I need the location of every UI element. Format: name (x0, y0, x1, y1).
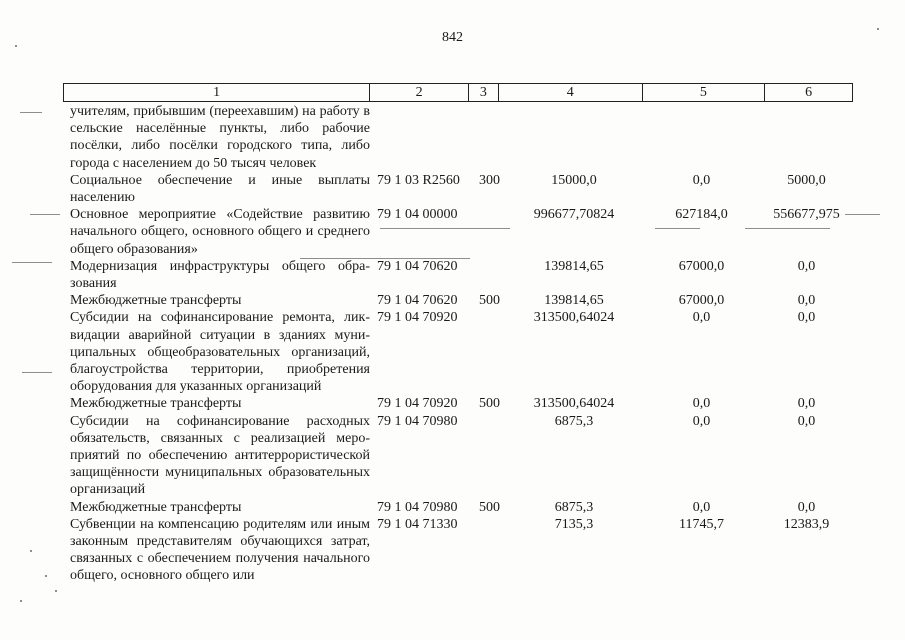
row-amount-col6: 5000,0 (787, 172, 826, 188)
row-code: 79 1 04 70980 (377, 413, 458, 429)
row-code: 79 1 04 00000 (377, 207, 458, 223)
header-col-5: 5 (643, 84, 766, 101)
row-amount-col4: 6875,3 (554, 413, 594, 429)
row-amount-col4: 6875,3 (554, 499, 594, 515)
row-expense-type: 500 (479, 499, 500, 515)
table-row (70, 258, 860, 292)
table-row (70, 499, 860, 516)
row-amount-col5: 0,0 (692, 172, 711, 188)
row-description: Основное мероприятие «Содействие развитию начального общего, основного общего и среднего общего образования» (70, 207, 370, 257)
scan-artifact (45, 575, 47, 577)
row-amount-col5: 67000,0 (678, 293, 725, 309)
row-amount-col6: 0,0 (797, 396, 816, 412)
row-amount-col6: 0,0 (797, 499, 816, 515)
row-code: 79 1 04 71330 (377, 516, 458, 532)
table-row (70, 172, 860, 206)
scan-artifact (30, 550, 32, 552)
header-col-1: 1 (64, 84, 370, 101)
scan-artifact (845, 214, 880, 215)
row-code: 79 1 04 70920 (377, 310, 458, 326)
scan-artifact (380, 228, 510, 229)
row-expense-type: 500 (479, 293, 500, 309)
row-amount-col5: 627184,0 (675, 207, 728, 223)
row-amount-col4: 139814,65 (544, 293, 604, 309)
scan-artifact (655, 228, 700, 229)
row-description: Субсидии на софинансирование ремонта, ликвидации аварийной ситуации в зданиях муниципальных общеобразовательных организаций, благоустройства территории, приобретения оборудования для указанных организаций (70, 310, 370, 395)
table-row (70, 309, 860, 395)
row-amount-col6: 0,0 (797, 413, 816, 429)
row-amount-col4: 139814,65 (544, 258, 604, 274)
row-amount-col4: 996677,70824 (533, 207, 615, 223)
row-amount-col5: 0,0 (692, 413, 711, 429)
table-row (70, 395, 860, 412)
table-row (70, 103, 860, 172)
header-col-2: 2 (370, 84, 469, 101)
page-number: 842 (442, 30, 463, 45)
header-col-4: 4 (499, 84, 643, 101)
table-row (70, 292, 860, 309)
row-amount-col6: 0,0 (797, 293, 816, 309)
table-header (63, 83, 853, 102)
scan-artifact (55, 590, 57, 592)
scan-artifact (22, 372, 52, 373)
scan-artifact (300, 258, 470, 259)
row-amount-col6: 0,0 (797, 310, 816, 326)
table-row (70, 516, 860, 585)
scan-artifact (20, 600, 22, 602)
row-description: учителям, прибывшим (переехавшим) на работу в сельские населённые пункты, либо рабочие посёлки, либо посёлки городского типа, либо города с населением до 50 тысяч человек (70, 104, 370, 171)
scan-artifact (12, 262, 52, 263)
row-amount-col4: 313500,64024 (533, 310, 615, 326)
scan-artifact (745, 228, 830, 229)
row-expense-type: 300 (479, 172, 500, 188)
scan-artifact (877, 28, 879, 30)
row-amount-col6: 556677,975 (773, 207, 840, 223)
row-expense-type: 500 (479, 396, 500, 412)
row-description: Межбюджетные трансферты (70, 396, 242, 412)
row-description: Субсидии на софинансирование расходных обязательств, связанных с реализацией мероприятий по обеспечению антитеррористической защищённости муниципальных образовательных организаций (70, 413, 370, 498)
row-amount-col5: 0,0 (692, 396, 711, 412)
row-description: Межбюджетные трансферты (70, 293, 242, 309)
row-amount-col4: 313500,64024 (533, 396, 615, 412)
scan-artifact (30, 214, 60, 215)
row-amount-col6: 12383,9 (783, 516, 830, 532)
row-description: Межбюджетные трансферты (70, 499, 242, 515)
row-amount-col6: 0,0 (797, 258, 816, 274)
scan-artifact (15, 45, 17, 47)
row-amount-col5: 0,0 (692, 310, 711, 326)
row-code: 79 1 03 R2560 (377, 172, 460, 188)
row-code: 79 1 04 70920 (377, 396, 458, 412)
row-code: 79 1 04 70620 (377, 293, 458, 309)
table-row (70, 413, 860, 499)
header-col-6: 6 (805, 85, 813, 100)
row-amount-col5: 67000,0 (678, 258, 725, 274)
scan-artifact (20, 112, 42, 113)
header-col-3: 3 (469, 84, 499, 101)
row-code: 79 1 04 70980 (377, 499, 458, 515)
table-row (70, 206, 860, 258)
row-description: Модернизация инфраструктуры общего образования (70, 258, 370, 292)
row-description: Субвенции на компенсацию родителям или иным законным представителям обучающихся затрат, связанных с обеспечением получения начального общего, основного общего или (70, 516, 370, 584)
row-description: Социальное обеспечение и иные выплаты населению (70, 172, 370, 206)
table-body (70, 103, 860, 585)
row-amount-col5: 11745,7 (679, 516, 724, 532)
row-amount-col4: 7135,3 (554, 516, 594, 532)
row-amount-col4: 15000,0 (551, 172, 597, 188)
row-code: 79 1 04 70620 (377, 258, 458, 274)
row-amount-col5: 0,0 (692, 499, 711, 515)
